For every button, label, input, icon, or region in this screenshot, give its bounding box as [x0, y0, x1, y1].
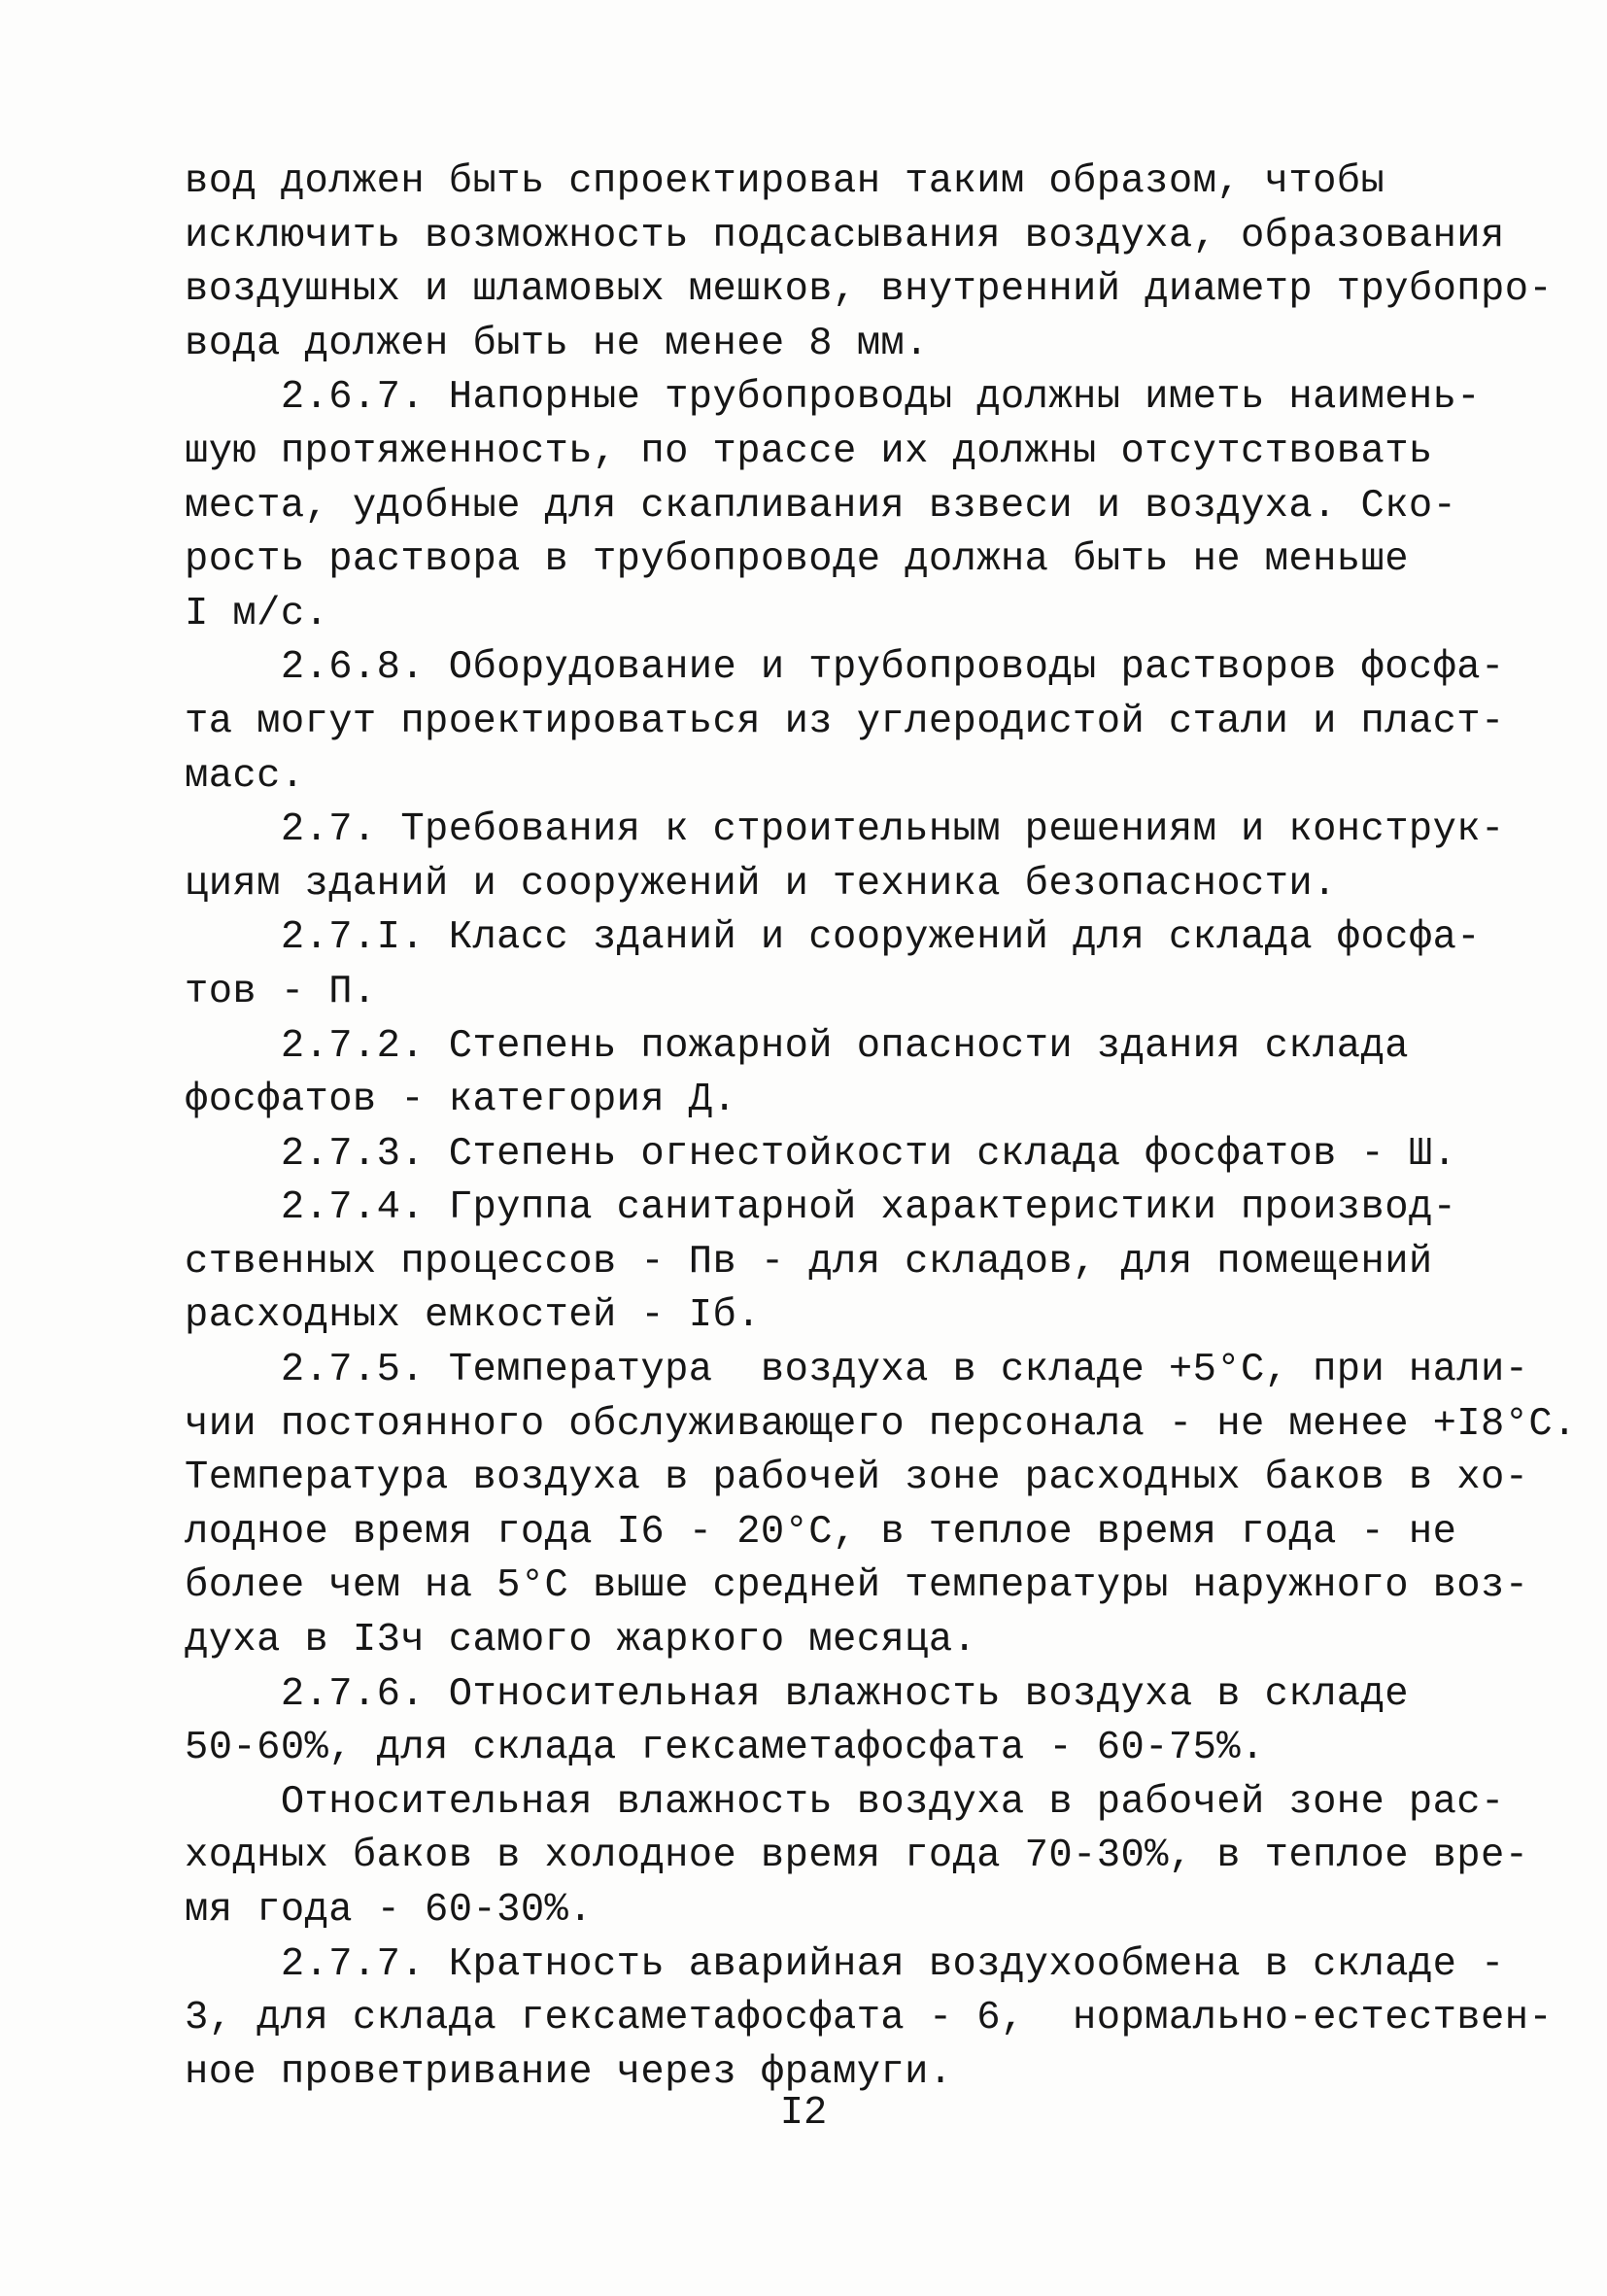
text-line: тов - П.	[185, 969, 377, 1014]
text-line: фосфатов - категория Д.	[185, 1078, 737, 1123]
text-line: 2.7.7. Кратность аварийная воздухообмена в складе -	[185, 1941, 1505, 1987]
body-text	[185, 155, 1577, 2100]
text-line: ственных процессов - Пв - для складов, для помещений	[185, 1239, 1433, 1285]
text-line: чии постоянного обслуживающего персонала - не менее +I8°С.	[185, 1401, 1577, 1447]
text-line: рость раствора в трубопроводе должна быть не меньше	[185, 537, 1409, 583]
text-line: 2.7.I. Класс зданий и сооружений для склада фосфа-	[185, 915, 1482, 961]
text-line: воздушных и шламовых мешков, внутренний диаметр трубопро-	[185, 267, 1554, 313]
text-line: 2.7.4. Группа санитарной характеристики производ-	[185, 1185, 1457, 1231]
text-line: 3, для склада гексаметафосфата - 6, нормально-естествен-	[185, 1996, 1554, 2041]
text-line: циям зданий и сооружений и техника безопасности.	[185, 861, 1337, 907]
text-line: Температура воздуха в рабочей зоне расходных баков в хо-	[185, 1456, 1529, 1501]
text-line: та могут проектироваться из углеродистой стали и пласт-	[185, 699, 1505, 744]
text-line: масс.	[185, 753, 305, 799]
text-line: I м/с.	[185, 591, 329, 636]
text-line: лодное время года I6 - 20°С, в теплое время года - не	[185, 1509, 1457, 1555]
text-line: 2.6.8. Оборудование и трубопроводы растворов фосфа-	[185, 645, 1505, 691]
text-line: 50-60%, для склада гексаметафосфата - 60-75%.	[185, 1726, 1265, 1771]
text-line: вода должен быть не менее 8 мм.	[185, 321, 929, 366]
text-line: 2.7.3. Степень огнестойкости склада фосфатов - Ш.	[185, 1131, 1457, 1177]
text-line: более чем на 5°С выше средней температуры наружного воз-	[185, 1563, 1529, 1609]
text-line: расходных емкостей - Iб.	[185, 1293, 761, 1339]
text-line: ное проветривание через фрамуги.	[185, 2049, 953, 2095]
text-line: мя года - 60-30%.	[185, 1888, 593, 1933]
page-number: I2	[779, 2091, 828, 2136]
text-line: 2.7. Требования к строительным решениям и конструк-	[185, 807, 1505, 853]
text-line: Относительная влажность воздуха в рабочей зоне рас-	[185, 1779, 1505, 1825]
text-line: 2.7.2. Степень пожарной опасности здания склада	[185, 1023, 1409, 1069]
text-line: места, удобные для скапливания взвеси и воздуха. Ско-	[185, 483, 1457, 529]
text-line: шую протяженность, по трассе их должны отсутствовать	[185, 428, 1433, 474]
text-line: исключить возможность подсасывания воздуха, образования	[185, 213, 1505, 258]
text-line: вод должен быть спроектирован таким образом, чтобы	[185, 159, 1385, 204]
text-line: 2.7.5. Температура воздуха в складе +5°С, при нали-	[185, 1348, 1529, 1393]
text-line: духа в I3ч самого жаркого месяца.	[185, 1618, 977, 1663]
text-line: 2.7.6. Относительная влажность воздуха в складе	[185, 1671, 1409, 1717]
text-line: 2.6.7. Напорные трубопроводы должны иметь наимень-	[185, 375, 1482, 421]
text-line: ходных баков в холодное время года 70-30%, в теплое вре-	[185, 1833, 1529, 1879]
